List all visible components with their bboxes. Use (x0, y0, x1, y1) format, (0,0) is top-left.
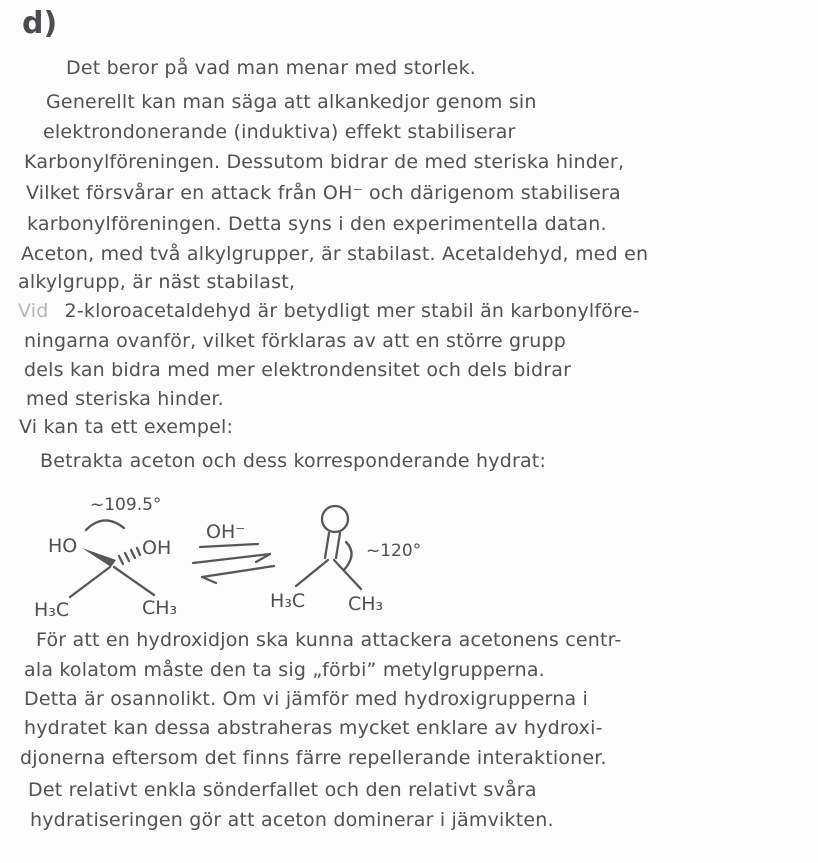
methyl-right-label: CH₃ (142, 597, 178, 619)
handwritten-line: dels kan bidra med mer elektrondensitet och dels bidrar (24, 359, 572, 381)
handwritten-line: Det beror på vad man menar med storlek. (66, 57, 477, 79)
bond-to-methyl-left (70, 567, 110, 597)
handwritten-line: alkylgrupp, är näst stabilast, (18, 271, 296, 293)
methyl-left-label: H₃C (270, 590, 306, 612)
handwritten-line: ningarna ovanför, vilket förklaras av att en större grupp (24, 330, 567, 352)
handwritten-line: Det relativt enkla sönderfallet och den relativt svåra (28, 779, 537, 801)
hydroxide-ion-label: OH⁻ (206, 521, 246, 543)
handwritten-line: elektrondonerande (induktiva) effekt stabiliserar (43, 121, 516, 143)
handwritten-line: Betrakta aceton och dess korresponderande hydrat: (40, 450, 547, 472)
bond-to-methyl-right (114, 567, 154, 595)
handwritten-line: med steriska hinder. (26, 388, 224, 410)
handwritten-line: hydratiseringen gör att aceton dominerar i jämvikten. (30, 809, 554, 831)
section-label: d) (22, 6, 58, 41)
handwritten-line: Vilket försvårar en attack från OH⁻ och därigenom stabilisera (26, 182, 621, 204)
reverse-arrow-shaft (202, 566, 274, 577)
reaction-scheme-drawing (30, 490, 490, 630)
oxygen-atom-circle (322, 506, 348, 532)
handwritten-line: Aceton, med två alkylgrupper, är stabilast. Acetaldehyd, med en (21, 243, 649, 265)
line-text: 2-kloroacetaldehyd är betydligt mer stabil än karbonylföre- (64, 300, 640, 322)
handwritten-line: hydratet kan dessa abstraheras mycket enklare av hydroxi- (24, 717, 603, 739)
tetrahedral-angle-label: ~109.5° (90, 495, 162, 515)
double-bond-line-1 (325, 533, 329, 558)
handwritten-line: djonerna eftersom det finns färre repellerande interaktioner. (20, 747, 607, 769)
handwritten-line: Generellt kan man säga att alkankedjor genom sin (46, 91, 537, 113)
handwritten-line: karbonylföreningen. Detta syns i den experimentella datan. (27, 213, 607, 235)
hash-bond (119, 548, 140, 564)
hydroxyl-left-label: HO (48, 535, 78, 557)
handwritten-line: Detta är osannolikt. Om vi jämför med hydroxigrupperna i (24, 688, 589, 710)
ketone-structure (270, 506, 421, 615)
handwritten-line: Vi kan ta ett exempel: (19, 416, 234, 438)
trigonal-angle-arc (344, 542, 352, 570)
methyl-right-label: CH₃ (348, 593, 384, 615)
hydrate-structure (34, 495, 177, 621)
erased-word: Vid (18, 300, 49, 322)
handwritten-line: ala kolatom måste den ta sig „förbi” metylgrupperna. (24, 659, 545, 681)
methyl-left-label: H₃C (34, 599, 70, 621)
hydroxyl-right-label: OH (142, 537, 172, 559)
trigonal-angle-label: ~120° (366, 541, 422, 561)
wedge-bond (82, 548, 116, 567)
angle-arc (86, 520, 124, 530)
reverse-arrow-head (202, 577, 216, 583)
handwritten-line-with-faint-word (18, 300, 640, 322)
equilibrium-arrows (193, 521, 274, 583)
label-underline (200, 544, 258, 547)
handwritten-line: Karbonylföreningen. Dessutom bidrar de med steriska hinder, (24, 151, 625, 173)
double-bond-line-2 (336, 533, 340, 558)
bond-to-methyl-left (296, 560, 328, 586)
handwritten-line: För att en hydroxidjon ska kunna attackera acetonens centr- (36, 629, 622, 651)
